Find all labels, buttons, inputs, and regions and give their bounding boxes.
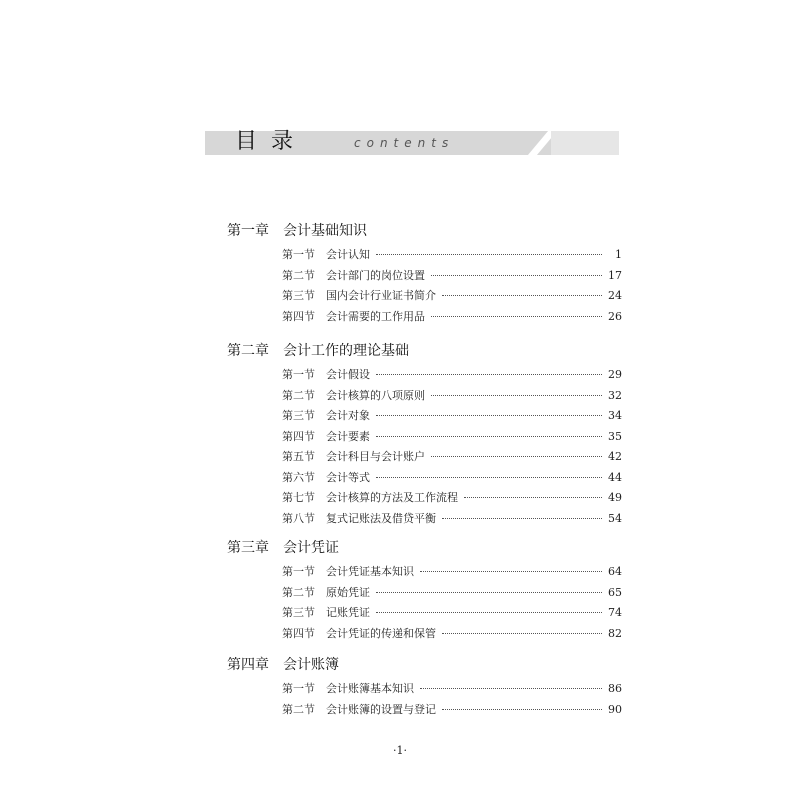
section-number: 第一节: [282, 368, 315, 381]
dot-leader: [376, 415, 602, 416]
toc-entry[interactable]: [0, 489, 800, 507]
toc-title-band: [205, 131, 619, 155]
section-line: [326, 563, 622, 581]
section-line: [326, 366, 622, 384]
section-number: 第三节: [282, 606, 315, 619]
dot-leader: [464, 497, 602, 498]
section-line: [326, 510, 622, 528]
section-title: 记账凭证: [326, 606, 370, 619]
section-page-number: 82: [608, 627, 622, 640]
toc-entry[interactable]: [0, 625, 800, 643]
section-line: [326, 625, 622, 643]
dot-leader: [376, 477, 602, 478]
toc-entry[interactable]: [0, 267, 800, 285]
section-title: 会计账簿基本知识: [326, 682, 414, 695]
chapter-title: 会计账簿: [283, 657, 339, 673]
section-number: 第二节: [282, 269, 315, 282]
chapter-number: 第四章: [227, 657, 269, 673]
section-number: 第八节: [282, 512, 315, 525]
section-title: 会计科目与会计账户: [326, 450, 425, 463]
section-page-number: 26: [608, 310, 622, 323]
section-title: 会计等式: [326, 471, 370, 484]
toc-entry[interactable]: [0, 308, 800, 326]
section-page-number: 24: [608, 289, 622, 302]
toc-entry[interactable]: [0, 246, 800, 264]
toc-subtitle: contents: [354, 136, 455, 150]
section-line: [326, 428, 622, 446]
title-band-light-end: [551, 131, 619, 155]
chapter-heading[interactable]: [0, 221, 800, 241]
dot-leader: [442, 295, 602, 296]
section-line: [326, 448, 622, 466]
section-line: [326, 469, 622, 487]
section-title: 复式记账法及借贷平衡: [326, 512, 436, 525]
page-number: ·1·: [393, 744, 407, 757]
chapter-heading[interactable]: [0, 655, 800, 675]
chapter-number: 第一章: [227, 223, 269, 239]
section-line: [326, 308, 622, 326]
section-title: 会计假设: [326, 368, 370, 381]
section-line: [326, 701, 622, 719]
section-title: 会计部门的岗位设置: [326, 269, 425, 282]
section-title: 会计核算的方法及工作流程: [326, 491, 458, 504]
dot-leader: [376, 612, 602, 613]
section-page-number: 42: [608, 450, 622, 463]
section-title: 会计凭证基本知识: [326, 565, 414, 578]
dot-leader: [376, 592, 602, 593]
toc-entry[interactable]: [0, 680, 800, 698]
section-line: [326, 387, 622, 405]
dot-leader: [431, 395, 602, 396]
chapter-title: 会计工作的理论基础: [283, 343, 409, 359]
toc-entry[interactable]: [0, 428, 800, 446]
section-page-number: 34: [608, 409, 622, 422]
section-number: 第七节: [282, 491, 315, 504]
chapter-heading[interactable]: [0, 341, 800, 361]
dot-leader: [442, 633, 602, 634]
toc-entry[interactable]: [0, 510, 800, 528]
section-number: 第二节: [282, 389, 315, 402]
section-line: [326, 287, 622, 305]
section-page-number: 90: [608, 703, 622, 716]
section-number: 第六节: [282, 471, 315, 484]
section-line: [326, 246, 622, 264]
toc-entry[interactable]: [0, 584, 800, 602]
toc-entry[interactable]: [0, 366, 800, 384]
section-page-number: 32: [608, 389, 622, 402]
section-title: 原始凭证: [326, 586, 370, 599]
dot-leader: [431, 275, 602, 276]
section-page-number: 1: [615, 248, 622, 261]
dot-leader: [376, 436, 602, 437]
toc-entry[interactable]: [0, 448, 800, 466]
section-line: [326, 604, 622, 622]
section-number: 第一节: [282, 682, 315, 695]
section-page-number: 74: [608, 606, 622, 619]
section-number: 第一节: [282, 248, 315, 261]
toc-title: 目录: [235, 129, 308, 154]
section-page-number: 65: [608, 586, 622, 599]
section-title: 会计凭证的传递和保管: [326, 627, 436, 640]
dot-leader: [420, 571, 602, 572]
section-page-number: 54: [608, 512, 622, 525]
section-line: [326, 680, 622, 698]
section-title: 会计账簿的设置与登记: [326, 703, 436, 716]
dot-leader: [376, 254, 602, 255]
section-number: 第四节: [282, 310, 315, 323]
dot-leader: [442, 709, 602, 710]
section-number: 第二节: [282, 703, 315, 716]
section-number: 第五节: [282, 450, 315, 463]
section-page-number: 64: [608, 565, 622, 578]
toc-entry[interactable]: [0, 287, 800, 305]
section-line: [326, 584, 622, 602]
section-title: 会计认知: [326, 248, 370, 261]
section-title: 会计对象: [326, 409, 370, 422]
chapter-number: 第二章: [227, 343, 269, 359]
section-line: [326, 407, 622, 425]
section-number: 第一节: [282, 565, 315, 578]
section-title: 会计核算的八项原则: [326, 389, 425, 402]
section-page-number: 17: [608, 269, 622, 282]
chapter-title: 会计凭证: [283, 540, 339, 556]
toc-entry[interactable]: [0, 701, 800, 719]
section-number: 第四节: [282, 430, 315, 443]
section-number: 第四节: [282, 627, 315, 640]
section-title: 国内会计行业证书简介: [326, 289, 436, 302]
toc-entry[interactable]: [0, 387, 800, 405]
dot-leader: [431, 316, 602, 317]
dot-leader: [431, 456, 602, 457]
section-page-number: 44: [608, 471, 622, 484]
section-title: 会计需要的工作用品: [326, 310, 425, 323]
chapter-title: 会计基础知识: [283, 223, 367, 239]
toc-entry[interactable]: [0, 407, 800, 425]
toc-entry[interactable]: [0, 469, 800, 487]
section-line: [326, 267, 622, 285]
dot-leader: [442, 518, 602, 519]
dot-leader: [376, 374, 602, 375]
chapter-number: 第三章: [227, 540, 269, 556]
toc-entry[interactable]: [0, 604, 800, 622]
section-line: [326, 489, 622, 507]
section-title: 会计要素: [326, 430, 370, 443]
chapter-heading[interactable]: [0, 538, 800, 558]
section-page-number: 29: [608, 368, 622, 381]
section-page-number: 49: [608, 491, 622, 504]
toc-entry[interactable]: [0, 563, 800, 581]
dot-leader: [420, 688, 602, 689]
section-number: 第二节: [282, 586, 315, 599]
section-page-number: 35: [608, 430, 622, 443]
section-page-number: 86: [608, 682, 622, 695]
section-number: 第三节: [282, 409, 315, 422]
section-number: 第三节: [282, 289, 315, 302]
